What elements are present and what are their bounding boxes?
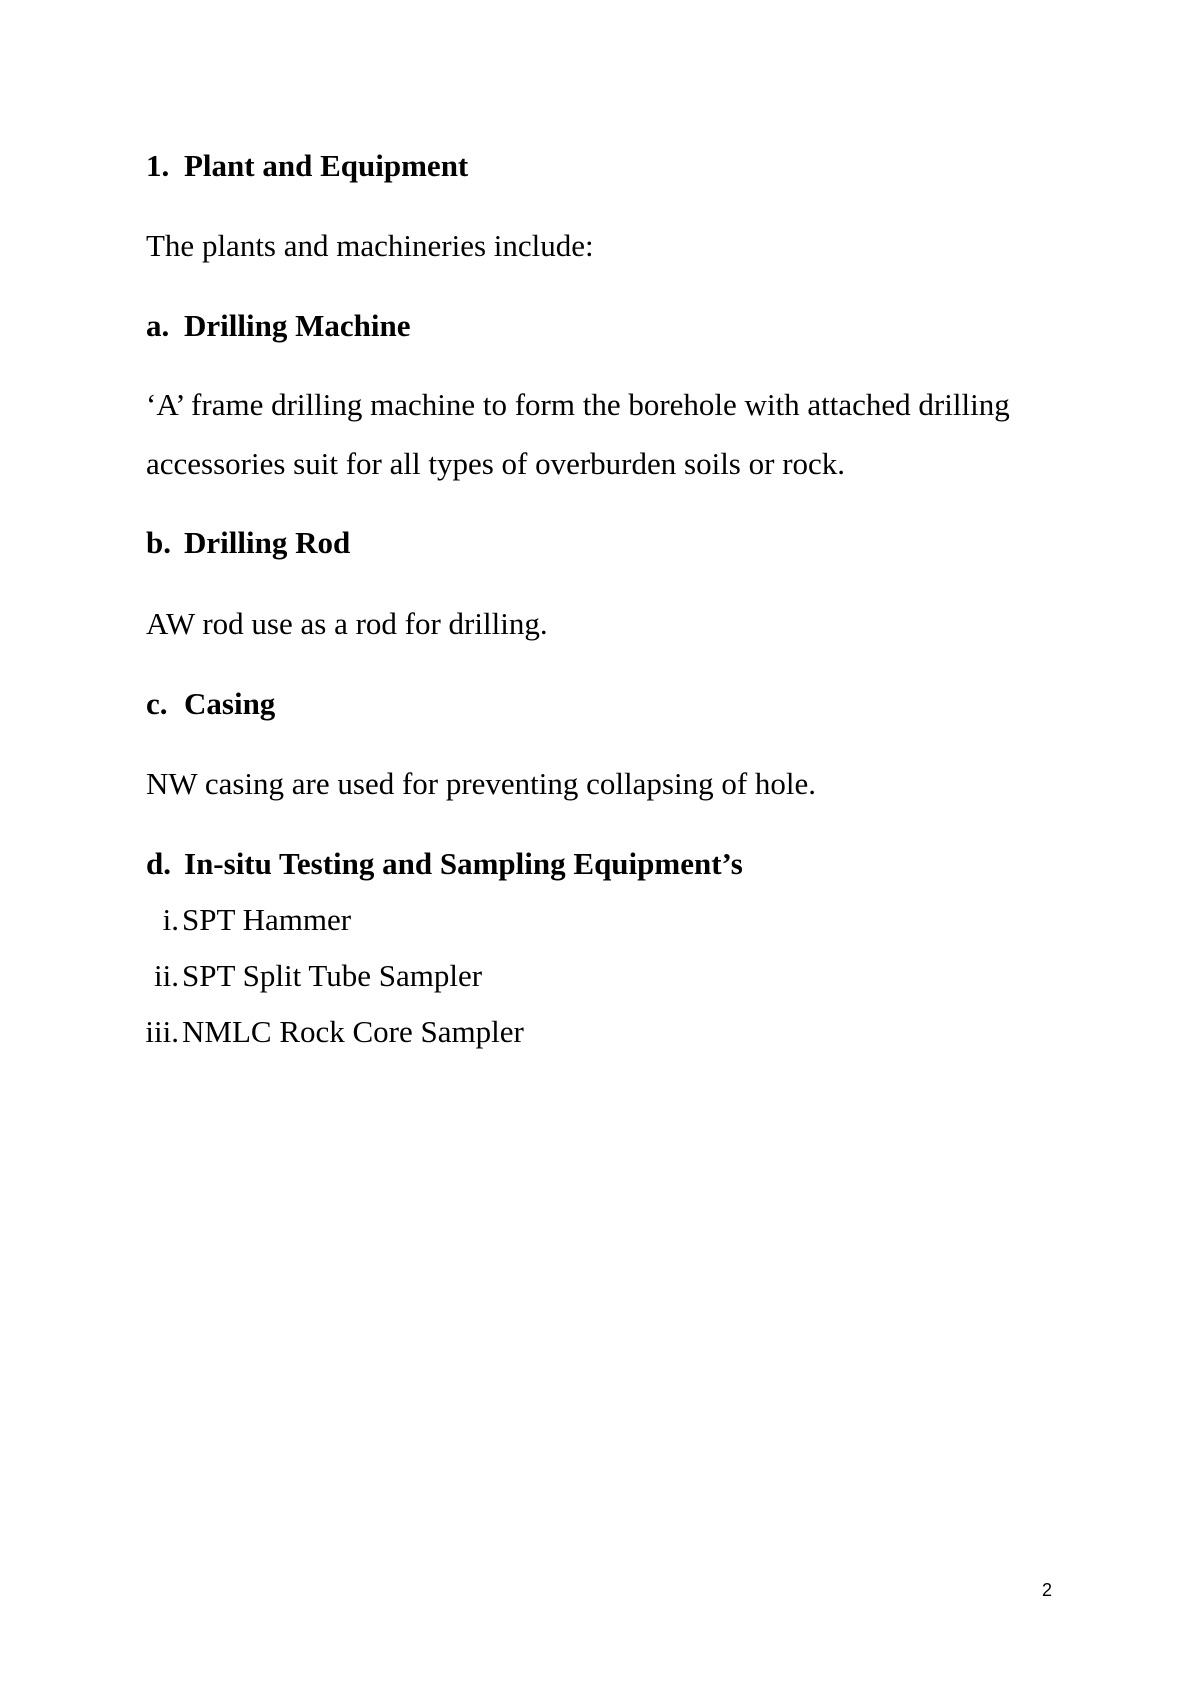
list-item [135, 902, 351, 938]
list-item [135, 958, 482, 994]
list-item-text: NMLC Rock Core Sampler [182, 1014, 524, 1049]
item-body-line: accessories suit for all types of overburden soils or rock. [146, 446, 846, 481]
item-heading-testing-equipment [146, 846, 743, 882]
item-title: In-situ Testing and Sampling Equipment’s [184, 846, 743, 881]
list-item-number: iii. [145, 1014, 179, 1049]
item-marker: a. [146, 308, 170, 343]
item-marker: d. [146, 846, 171, 881]
section-number: 1. [146, 148, 170, 183]
section-title: Plant and Equipment [184, 148, 469, 183]
list-item-number: ii. [154, 958, 179, 993]
page-number: 2 [1042, 1580, 1053, 1600]
section-intro: The plants and machineries include: [146, 228, 594, 263]
list-item-number: i. [162, 902, 179, 937]
item-title: Drilling Machine [184, 308, 411, 343]
item-title: Casing [184, 686, 276, 721]
section-heading [146, 148, 468, 184]
item-body: NW casing are used for preventing collapsing of hole. [146, 766, 817, 801]
list-item-text: SPT Split Tube Sampler [182, 958, 483, 993]
item-heading-drilling-machine [146, 308, 410, 344]
item-heading-drilling-rod [146, 525, 350, 561]
item-marker: c. [146, 686, 168, 721]
list-item [135, 1014, 524, 1050]
item-body: AW rod use as a rod for drilling. [146, 606, 548, 641]
item-body-line: ‘A’ frame drilling machine to form the borehole with attached drilling [146, 387, 1010, 422]
item-title: Drilling Rod [184, 525, 351, 560]
item-heading-casing [146, 686, 275, 722]
list-item-text: SPT Hammer [182, 902, 352, 937]
item-marker: b. [146, 525, 171, 560]
